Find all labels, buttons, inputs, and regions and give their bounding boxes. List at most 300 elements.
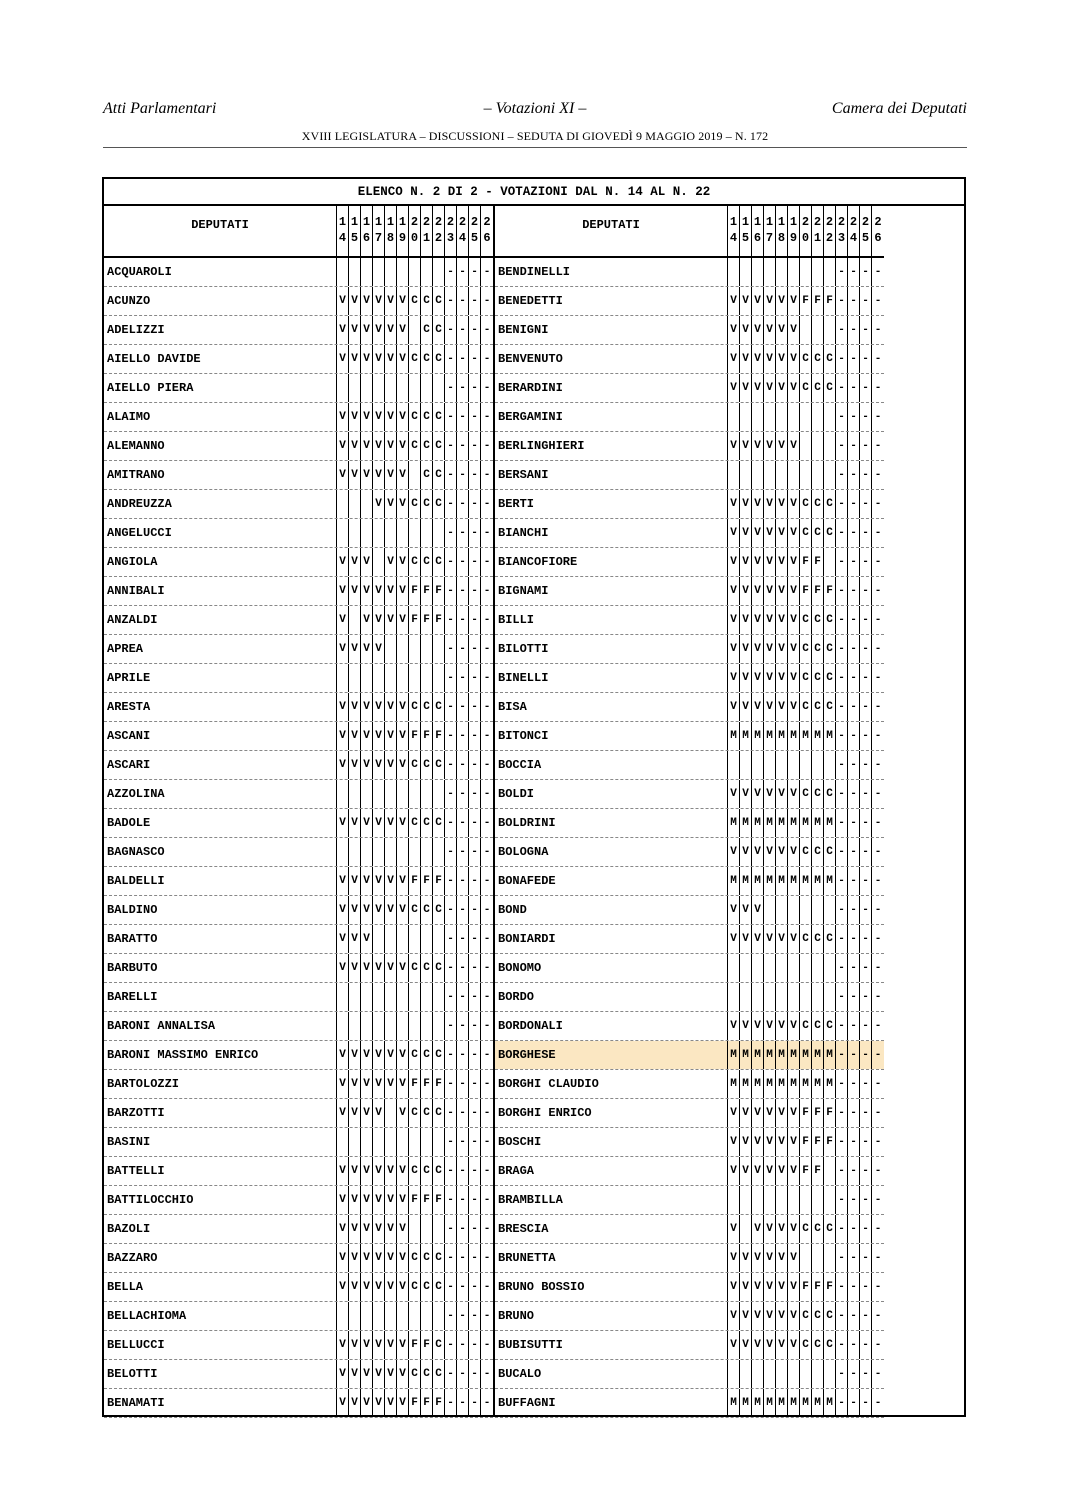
- vote-cell: [776, 896, 788, 924]
- vote-cell: V: [397, 1244, 409, 1272]
- vote-number-header: 2 1: [812, 206, 824, 256]
- vote-cell: -: [445, 432, 457, 460]
- vote-cell: [728, 983, 740, 1011]
- vote-cell: V: [764, 519, 776, 547]
- vote-cell: C: [421, 287, 433, 315]
- vote-cell: [788, 1186, 800, 1214]
- vote-cell: C: [812, 664, 824, 692]
- vote-cell: -: [848, 1041, 860, 1069]
- deputy-name: BORGHESE: [495, 1041, 728, 1069]
- vote-cell: V: [788, 374, 800, 402]
- vote-cell: -: [848, 1360, 860, 1388]
- vote-cell: -: [860, 345, 872, 373]
- vote-cell: M: [752, 1070, 764, 1098]
- vote-cell: -: [445, 1157, 457, 1185]
- vote-cell: V: [728, 519, 740, 547]
- vote-cell: V: [728, 1273, 740, 1301]
- vote-cell: F: [812, 1157, 824, 1185]
- vote-cell: V: [776, 287, 788, 315]
- vote-cell: M: [788, 867, 800, 895]
- vote-cell: -: [848, 1070, 860, 1098]
- vote-number-header: 1 6: [752, 206, 764, 256]
- vote-cell: F: [409, 577, 421, 605]
- vote-cell: -: [445, 1389, 457, 1417]
- vote-cell: -: [483, 933, 491, 945]
- vote-cell: -: [860, 432, 872, 460]
- vote-cell: -: [483, 440, 491, 452]
- vote-cell: V: [788, 548, 800, 576]
- vote-cell: -: [469, 1099, 481, 1127]
- vote-cell: C: [812, 374, 824, 402]
- vote-cell: V: [349, 1157, 361, 1185]
- vote-cell: [752, 983, 764, 1011]
- vote-cell: -: [457, 809, 469, 837]
- table-row: [104, 316, 493, 345]
- vote-cell: M: [740, 867, 752, 895]
- vote-cell: -: [860, 809, 872, 837]
- vote-cell: -: [836, 1012, 848, 1040]
- deputati-header: DEPUTATI: [495, 206, 728, 256]
- vote-cell: -: [836, 519, 848, 547]
- table-row: [104, 606, 493, 635]
- vote-cell: C: [409, 1244, 421, 1272]
- vote-cell: -: [848, 722, 860, 750]
- vote-cell: -: [457, 577, 469, 605]
- vote-cell: V: [385, 722, 397, 750]
- vote-cell: V: [385, 1273, 397, 1301]
- deputy-name: BARONI ANNALISA: [104, 1012, 337, 1040]
- vote-cell: -: [469, 635, 481, 663]
- vote-cell: [385, 780, 397, 808]
- table-row: [495, 1389, 884, 1418]
- vote-number-header: 1 9: [788, 206, 800, 256]
- vote-cell: -: [483, 382, 491, 394]
- vote-cell: F: [421, 1331, 433, 1359]
- vote-cell: V: [728, 577, 740, 605]
- vote-cell: V: [752, 1302, 764, 1330]
- vote-cell: -: [874, 1165, 882, 1177]
- vote-cell: V: [373, 606, 385, 634]
- vote-cell: -: [874, 295, 882, 307]
- vote-cell: -: [483, 324, 491, 336]
- vote-cell: C: [421, 461, 433, 489]
- deputy-name: BATTELLI: [104, 1157, 337, 1185]
- table-row: [495, 1302, 884, 1331]
- vote-cell: [752, 461, 764, 489]
- vote-cell: C: [421, 432, 433, 460]
- table-row: [495, 925, 884, 954]
- vote-cell: V: [740, 577, 752, 605]
- vote-cell: -: [483, 266, 491, 278]
- vote-cell: -: [445, 838, 457, 866]
- vote-cell: -: [445, 1041, 457, 1069]
- half-separator: [493, 206, 495, 1415]
- vote-cell: -: [836, 983, 848, 1011]
- vote-cell: V: [752, 1099, 764, 1127]
- vote-cell: C: [433, 954, 445, 982]
- vote-cell: V: [752, 548, 764, 576]
- vote-cell: M: [776, 1070, 788, 1098]
- vote-cell: C: [421, 1244, 433, 1272]
- vote-cell: -: [860, 258, 872, 286]
- vote-cell: V: [788, 664, 800, 692]
- vote-cell: [764, 1186, 776, 1214]
- vote-cell: M: [824, 1041, 836, 1069]
- deputy-name: AZZOLINA: [104, 780, 337, 808]
- vote-cell: V: [776, 316, 788, 344]
- vote-cell: V: [385, 461, 397, 489]
- vote-cell: -: [483, 1223, 491, 1235]
- vote-cell: -: [848, 1389, 860, 1417]
- deputy-name: BADOLE: [104, 809, 337, 837]
- vote-cell: -: [836, 1070, 848, 1098]
- deputy-name: BAGNASCO: [104, 838, 337, 866]
- vote-cell: [421, 1012, 433, 1040]
- vote-cell: C: [433, 316, 445, 344]
- vote-cell: -: [848, 432, 860, 460]
- table-row: [104, 809, 493, 838]
- vote-cell: C: [824, 664, 836, 692]
- vote-cell: [385, 519, 397, 547]
- vote-cell: [752, 1186, 764, 1214]
- vote-cell: [776, 954, 788, 982]
- vote-cell: V: [337, 287, 349, 315]
- session-subheader: XVIII LEGISLATURA – DISCUSSIONI – SEDUTA DI GIOVEDÌ 9 MAGGIO 2019 – N. 172: [301, 129, 769, 143]
- deputy-name: BAZZARO: [104, 1244, 337, 1272]
- vote-cell: M: [812, 722, 824, 750]
- vote-cell: [337, 1302, 349, 1330]
- header-center: – Votazioni XI –: [483, 100, 587, 117]
- vote-cell: -: [860, 1099, 872, 1127]
- vote-cell: V: [349, 1360, 361, 1388]
- table-row: [104, 693, 493, 722]
- vote-cell: [776, 1360, 788, 1388]
- vote-cell: V: [349, 751, 361, 779]
- vote-cell: [397, 838, 409, 866]
- vote-cell: C: [421, 693, 433, 721]
- vote-cell: -: [457, 867, 469, 895]
- vote-cell: V: [337, 1389, 349, 1417]
- vote-cell: -: [874, 991, 882, 1003]
- vote-cell: V: [385, 287, 397, 315]
- vote-cell: V: [349, 1215, 361, 1243]
- vote-cell: [752, 954, 764, 982]
- vote-cell: [800, 751, 812, 779]
- vote-cell: C: [800, 780, 812, 808]
- vote-cell: V: [764, 577, 776, 605]
- vote-cell: [373, 983, 385, 1011]
- vote-cell: [764, 258, 776, 286]
- deputy-name: BORDONALI: [495, 1012, 728, 1040]
- vote-cell: C: [433, 490, 445, 518]
- vote-cell: C: [433, 1157, 445, 1185]
- vote-cell: [433, 1128, 445, 1156]
- vote-cell: M: [824, 809, 836, 837]
- table-row: [104, 1244, 493, 1273]
- vote-cell: -: [445, 780, 457, 808]
- vote-cell: [373, 258, 385, 286]
- vote-cell: [812, 983, 824, 1011]
- vote-cell: V: [776, 1331, 788, 1359]
- vote-cell: V: [764, 374, 776, 402]
- vote-cell: V: [385, 1070, 397, 1098]
- vote-cell: -: [469, 345, 481, 373]
- vote-cell: F: [433, 1070, 445, 1098]
- vote-cell: -: [836, 432, 848, 460]
- vote-cell: V: [349, 345, 361, 373]
- vote-cell: -: [445, 1215, 457, 1243]
- vote-number-header: 1 8: [385, 206, 397, 256]
- vote-cell: -: [860, 693, 872, 721]
- table-row: [104, 1302, 493, 1331]
- vote-cell: -: [469, 1157, 481, 1185]
- vote-cell: V: [373, 867, 385, 895]
- page-header: [103, 100, 967, 124]
- votes-table: [102, 177, 966, 1417]
- vote-cell: C: [409, 432, 421, 460]
- vote-cell: F: [421, 867, 433, 895]
- vote-cell: [385, 664, 397, 692]
- vote-cell: V: [337, 1360, 349, 1388]
- vote-cell: -: [469, 403, 481, 431]
- vote-cell: V: [397, 896, 409, 924]
- vote-cell: -: [445, 287, 457, 315]
- vote-cell: [373, 838, 385, 866]
- vote-cell: V: [361, 403, 373, 431]
- vote-cell: -: [457, 1302, 469, 1330]
- vote-cell: -: [848, 664, 860, 692]
- vote-cell: C: [800, 1215, 812, 1243]
- vote-cell: -: [445, 1186, 457, 1214]
- vote-cell: -: [860, 287, 872, 315]
- vote-cell: C: [812, 838, 824, 866]
- vote-cell: V: [397, 548, 409, 576]
- vote-cell: -: [469, 1302, 481, 1330]
- vote-cell: V: [397, 316, 409, 344]
- vote-cell: -: [483, 1397, 491, 1409]
- vote-cell: C: [421, 954, 433, 982]
- vote-cell: [800, 954, 812, 982]
- deputy-name: BORDO: [495, 983, 728, 1011]
- vote-cell: V: [752, 925, 764, 953]
- table-row: [104, 403, 493, 432]
- vote-cell: C: [800, 1331, 812, 1359]
- vote-cell: V: [788, 1099, 800, 1127]
- vote-cell: V: [373, 809, 385, 837]
- vote-cell: C: [433, 809, 445, 837]
- vote-cell: [812, 954, 824, 982]
- vote-cell: V: [764, 606, 776, 634]
- vote-cell: V: [397, 577, 409, 605]
- vote-cell: V: [337, 722, 349, 750]
- vote-cell: V: [397, 1215, 409, 1243]
- vote-cell: [433, 258, 445, 286]
- vote-cell: V: [728, 838, 740, 866]
- vote-cell: [433, 1012, 445, 1040]
- vote-cell: [764, 461, 776, 489]
- vote-number-header: 1 5: [349, 206, 361, 256]
- vote-cell: -: [836, 345, 848, 373]
- vote-cell: M: [812, 1041, 824, 1069]
- vote-cell: V: [337, 577, 349, 605]
- vote-cell: [409, 1128, 421, 1156]
- vote-cell: M: [764, 722, 776, 750]
- vote-number-header: 2 3: [445, 206, 457, 256]
- deputy-name: BONAFEDE: [495, 867, 728, 895]
- vote-cell: V: [397, 809, 409, 837]
- vote-cell: V: [776, 780, 788, 808]
- deputy-name: BIGNAMI: [495, 577, 728, 605]
- vote-cell: F: [812, 287, 824, 315]
- vote-cell: -: [836, 722, 848, 750]
- vote-cell: -: [457, 1186, 469, 1214]
- vote-cell: -: [457, 838, 469, 866]
- vote-cell: -: [860, 403, 872, 431]
- vote-cell: -: [457, 345, 469, 373]
- vote-cell: V: [385, 432, 397, 460]
- vote-cell: [728, 1186, 740, 1214]
- vote-cell: V: [397, 693, 409, 721]
- vote-cell: [728, 1360, 740, 1388]
- vote-cell: [373, 519, 385, 547]
- vote-cell: F: [421, 1186, 433, 1214]
- vote-cell: F: [421, 1070, 433, 1098]
- deputy-name: BARONI MASSIMO ENRICO: [104, 1041, 337, 1069]
- vote-cell: V: [728, 1128, 740, 1156]
- vote-cell: [373, 548, 385, 576]
- vote-cell: V: [788, 577, 800, 605]
- deputy-name: BARATTO: [104, 925, 337, 953]
- vote-cell: -: [469, 1244, 481, 1272]
- vote-cell: [740, 461, 752, 489]
- vote-cell: -: [874, 643, 882, 655]
- vote-cell: M: [824, 867, 836, 895]
- vote-cell: V: [728, 1157, 740, 1185]
- vote-number-header: 2 2: [824, 206, 836, 256]
- vote-cell: -: [457, 606, 469, 634]
- vote-cell: [764, 983, 776, 1011]
- vote-cell: [397, 635, 409, 663]
- vote-cell: V: [776, 1012, 788, 1040]
- vote-cell: V: [740, 1012, 752, 1040]
- vote-cell: [764, 751, 776, 779]
- vote-cell: -: [469, 606, 481, 634]
- vote-cell: -: [848, 896, 860, 924]
- vote-cell: V: [397, 1041, 409, 1069]
- vote-cell: F: [812, 1128, 824, 1156]
- vote-cell: F: [800, 287, 812, 315]
- vote-cell: C: [409, 548, 421, 576]
- vote-cell: -: [445, 374, 457, 402]
- vote-cell: C: [421, 490, 433, 518]
- vote-cell: -: [848, 1331, 860, 1359]
- vote-cell: [740, 954, 752, 982]
- vote-cell: F: [409, 606, 421, 634]
- vote-cell: [824, 1360, 836, 1388]
- vote-cell: V: [740, 316, 752, 344]
- vote-cell: -: [445, 722, 457, 750]
- table-row: [495, 635, 884, 664]
- vote-cell: V: [788, 519, 800, 547]
- table-row: [495, 809, 884, 838]
- vote-cell: V: [361, 896, 373, 924]
- vote-cell: [776, 461, 788, 489]
- vote-cell: C: [800, 606, 812, 634]
- vote-cell: V: [361, 1331, 373, 1359]
- vote-cell: [385, 1302, 397, 1330]
- vote-cell: V: [788, 345, 800, 373]
- vote-cell: V: [728, 606, 740, 634]
- vote-cell: -: [874, 324, 882, 336]
- vote-cell: [812, 432, 824, 460]
- vote-cell: V: [776, 1099, 788, 1127]
- vote-cell: [385, 635, 397, 663]
- vote-cell: C: [800, 838, 812, 866]
- vote-cell: V: [385, 490, 397, 518]
- vote-cell: C: [824, 1215, 836, 1243]
- vote-cell: -: [836, 809, 848, 837]
- vote-cell: V: [764, 1215, 776, 1243]
- vote-cell: -: [445, 1273, 457, 1301]
- table-row: [104, 432, 493, 461]
- vote-cell: [824, 1157, 836, 1185]
- header-left: Atti Parlamentari: [103, 100, 217, 117]
- vote-cell: -: [848, 1186, 860, 1214]
- vote-cell: -: [874, 962, 882, 974]
- vote-cell: V: [728, 316, 740, 344]
- table-row: [104, 925, 493, 954]
- vote-cell: [349, 780, 361, 808]
- deputy-name: BUBISUTTI: [495, 1331, 728, 1359]
- vote-cell: -: [836, 954, 848, 982]
- deputy-name: BOSCHI: [495, 1128, 728, 1156]
- vote-cell: V: [361, 751, 373, 779]
- vote-cell: [812, 1186, 824, 1214]
- vote-cell: F: [409, 722, 421, 750]
- vote-cell: -: [445, 1012, 457, 1040]
- table-row: [495, 838, 884, 867]
- vote-cell: V: [788, 780, 800, 808]
- vote-cell: V: [373, 896, 385, 924]
- vote-cell: C: [409, 954, 421, 982]
- vote-number-header: 2 6: [874, 215, 882, 245]
- vote-cell: [409, 1215, 421, 1243]
- vote-cell: V: [752, 896, 764, 924]
- vote-cell: F: [421, 606, 433, 634]
- vote-cell: -: [874, 266, 882, 278]
- deputy-name: AIELLO DAVIDE: [104, 345, 337, 373]
- vote-cell: V: [740, 1128, 752, 1156]
- vote-cell: -: [860, 751, 872, 779]
- table-row: [495, 577, 884, 606]
- vote-cell: V: [788, 432, 800, 460]
- vote-cell: V: [397, 751, 409, 779]
- vote-cell: -: [848, 780, 860, 808]
- vote-cell: [433, 664, 445, 692]
- vote-cell: -: [874, 1368, 882, 1380]
- table-row: [104, 780, 493, 809]
- vote-cell: -: [860, 461, 872, 489]
- vote-cell: V: [764, 1128, 776, 1156]
- vote-cell: V: [349, 548, 361, 576]
- vote-cell: -: [874, 1339, 882, 1351]
- vote-cell: [421, 780, 433, 808]
- vote-cell: [409, 316, 421, 344]
- vote-cell: -: [483, 614, 491, 626]
- vote-cell: -: [469, 577, 481, 605]
- vote-cell: V: [752, 635, 764, 663]
- vote-cell: -: [836, 780, 848, 808]
